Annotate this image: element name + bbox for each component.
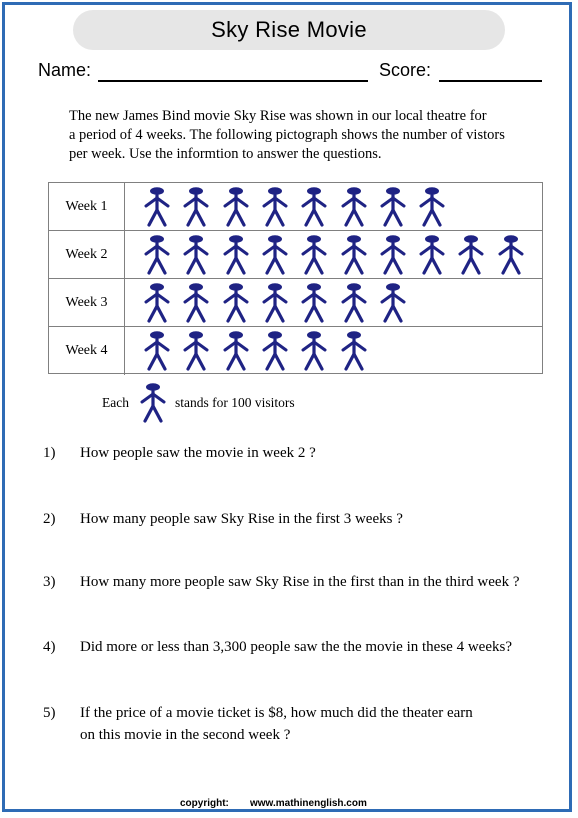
score-label: Score: <box>379 60 432 80</box>
intro-line: The new James Bind movie Sky Rise was shown in our local theatre for <box>69 108 487 124</box>
person-icon <box>301 283 327 323</box>
week-label: Week 4 <box>49 327 125 375</box>
person-icon <box>380 235 406 275</box>
person-icon <box>144 283 170 323</box>
intro-line: a period of 4 weeks. The following pictograph shows the number of vistors <box>69 127 505 143</box>
question-text: If the price of a movie ticket is $8, how much did the theater earn <box>80 705 473 721</box>
person-icon <box>144 235 170 275</box>
person-icon <box>380 283 406 323</box>
person-icon <box>380 187 406 227</box>
person-icon <box>140 383 166 423</box>
name-field[interactable] <box>98 80 368 82</box>
pictograph-key <box>102 383 332 423</box>
question-text: on this movie in the second week ? <box>80 727 291 743</box>
person-icon <box>262 331 288 371</box>
person-icon <box>262 235 288 275</box>
person-icon <box>341 331 367 371</box>
name-label: Name: <box>38 60 92 80</box>
person-icon <box>183 235 209 275</box>
person-icon <box>183 187 209 227</box>
person-icon <box>262 187 288 227</box>
question-number: 4) <box>43 639 56 655</box>
person-icon <box>498 235 524 275</box>
footer <box>180 798 229 809</box>
score-field[interactable] <box>439 80 542 82</box>
person-icon <box>223 235 249 275</box>
question-number: 5) <box>43 705 56 721</box>
person-icon <box>419 187 445 227</box>
key-suffix: stands for 100 visitors <box>175 395 295 410</box>
question-text: How many people saw Sky Rise in the first 3 weeks ? <box>80 511 403 527</box>
person-icon <box>223 331 249 371</box>
pictograph-row <box>49 279 542 327</box>
person-icon <box>144 331 170 371</box>
intro-paragraph <box>69 107 539 164</box>
footer-site <box>250 798 367 809</box>
week-label: Week 2 <box>49 231 125 278</box>
person-icon <box>341 235 367 275</box>
person-icon <box>301 331 327 371</box>
pictograph-row <box>49 327 542 375</box>
person-icon <box>458 235 484 275</box>
pictograph-table <box>48 182 543 374</box>
question-number: 1) <box>43 445 56 461</box>
question-text: Did more or less than 3,300 people saw the the movie in these 4 weeks? <box>80 639 512 655</box>
pictograph-row <box>49 183 542 231</box>
person-icon <box>341 187 367 227</box>
pictograph-row <box>49 231 542 279</box>
question-number: 2) <box>43 511 56 527</box>
person-icon <box>419 235 445 275</box>
person-icon <box>183 331 209 371</box>
intro-line: per week. Use the informtion to answer the questions. <box>69 146 382 162</box>
week-label: Week 1 <box>49 183 125 230</box>
person-icon <box>301 187 327 227</box>
site-link[interactable]: www.mathinenglish.com <box>250 798 367 809</box>
worksheet-title <box>73 10 505 50</box>
title-text: Sky Rise Movie <box>211 17 367 42</box>
question-number: 3) <box>43 574 56 590</box>
person-icon <box>223 187 249 227</box>
key-prefix: Each <box>102 395 129 410</box>
person-icon <box>223 283 249 323</box>
person-icon <box>301 235 327 275</box>
week-label: Week 3 <box>49 279 125 326</box>
person-icon <box>144 187 170 227</box>
copyright-label: copyright: <box>180 798 229 809</box>
person-icon <box>262 283 288 323</box>
person-icon <box>183 283 209 323</box>
question-text: How many more people saw Sky Rise in the first than in the third week ? <box>80 574 520 590</box>
person-icon <box>341 283 367 323</box>
question-text: How people saw the movie in week 2 ? <box>80 445 316 461</box>
